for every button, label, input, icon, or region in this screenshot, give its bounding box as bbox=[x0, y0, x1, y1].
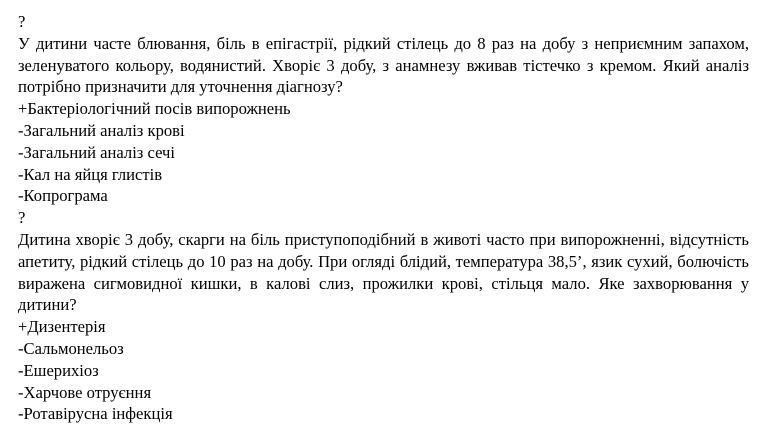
question-text: У дитини часте блювання, біль в епігастрії, рідкий стілець до 8 раз на добу з неприємним запахом, зеленуватого кольору, водянистий. Хворіє 3 добу, з анамнезу вживав тістечко з кремом. Який аналіз потрібно призначити для уточнення діагнозу? bbox=[18, 33, 749, 97]
answer-option: -Ротавірусна інфекція bbox=[18, 404, 173, 424]
answer-option: -Харчове отруєння bbox=[18, 382, 152, 402]
document-page bbox=[18, 11, 749, 425]
answer-option: -Загальний аналіз сечі bbox=[18, 142, 175, 162]
answer-option: -Загальний аналіз крові bbox=[18, 120, 185, 140]
question-text: Дитина хворіє 3 добу, скарги на біль приступоподібний в животі часто при випорожненні, відсутність апетиту, рідкий стілець до 10 раз на добу. При огляді блідий, температура 38,5’, язик сухий, болючість виражена сигмовидної кишки, в калові слиз, прожилки крові, стільця мало. Яке захворювання у дитини? bbox=[18, 229, 749, 315]
question-marker: ? bbox=[18, 12, 26, 31]
question-marker: ? bbox=[18, 208, 26, 228]
answer-option: -Ешерихіоз bbox=[18, 360, 99, 380]
answer-option: -Копрограма bbox=[18, 186, 108, 206]
answer-option: -Кал на яйця глистів bbox=[18, 164, 163, 184]
answer-option: -Сальмонельоз bbox=[18, 338, 124, 358]
answer-option-correct: +Дизентерія bbox=[18, 317, 106, 337]
answer-option-correct: +Бактеріологічний посів випорожнень bbox=[18, 99, 291, 119]
